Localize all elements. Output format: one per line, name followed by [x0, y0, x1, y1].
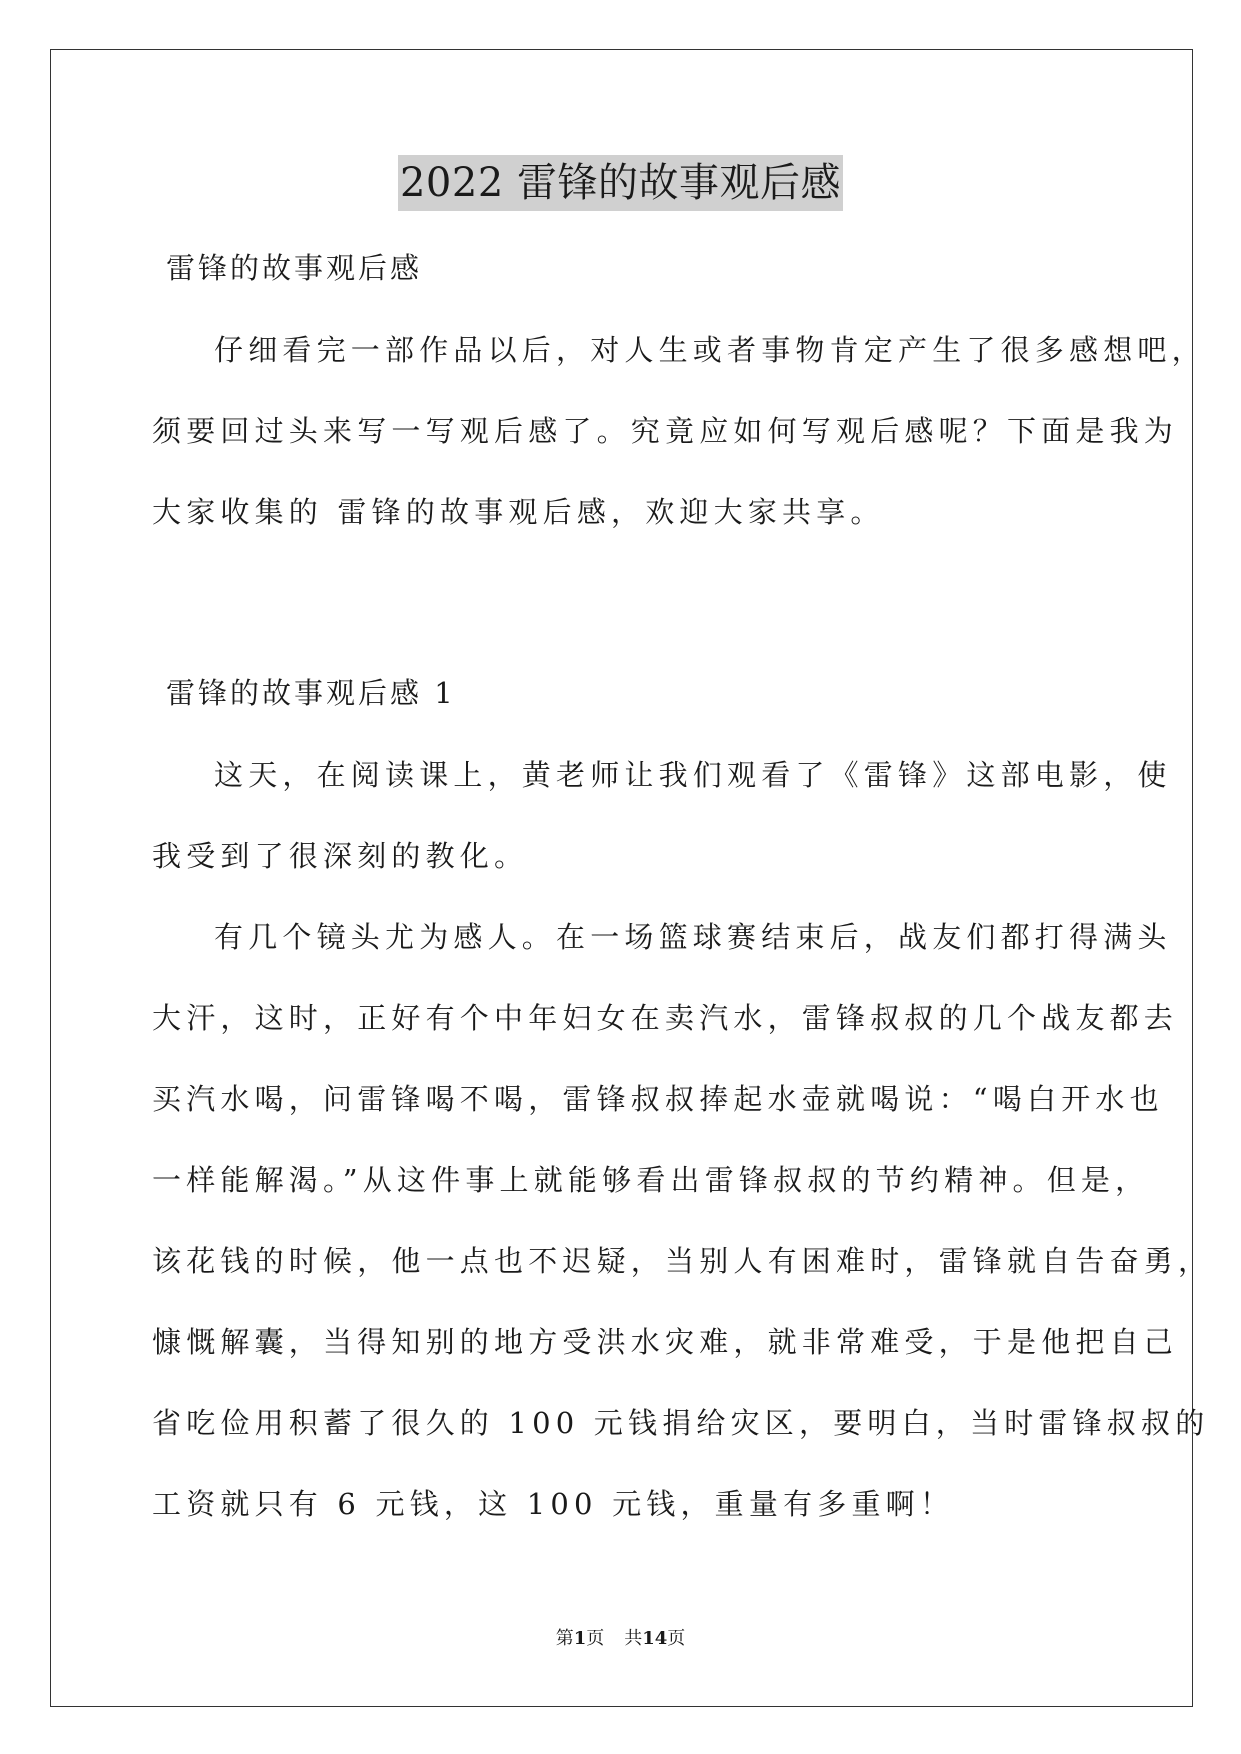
paragraph-line: 有几个镜头尤为感人。在一场篮球赛结束后，战友们都打得满头	[214, 920, 1172, 954]
total-suffix: 页	[667, 1628, 686, 1649]
page-suffix: 页	[586, 1628, 605, 1649]
page-footer	[0, 1627, 1241, 1651]
paragraph-line: 省吃俭用积蓄了很久的 100 元钱捐给灾区，要明白，当时雷锋叔叔的	[152, 1406, 1210, 1440]
page-current: 1	[573, 1628, 587, 1649]
intro-line: 大家收集的 雷锋的故事观后感，欢迎大家共享。	[152, 495, 885, 529]
document-title: 2022 雷锋的故事观后感	[398, 155, 843, 211]
paragraph-line: 大汗，这时，正好有个中年妇女在卖汽水，雷锋叔叔的几个战友都去	[152, 1001, 1179, 1035]
paragraph-line: 该花钱的时候，他一点也不迟疑，当别人有困难时，雷锋就自告奋勇，	[152, 1244, 1213, 1278]
paragraph-line: 一样能解渴。”从这件事上就能够看出雷锋叔叔的节约精神。但是，	[152, 1163, 1150, 1197]
subheading: 雷锋的故事观后感	[166, 251, 423, 285]
section-heading: 雷锋的故事观后感 1	[166, 676, 456, 710]
page-prefix: 第	[555, 1628, 574, 1649]
page-border	[50, 49, 1193, 1707]
paragraph-line: 这天，在阅读课上，黄老师让我们观看了《雷锋》这部电影，使	[214, 758, 1172, 792]
page-total: 14	[642, 1628, 668, 1649]
intro-line: 须要回过头来写一写观后感了。究竟应如何写观后感呢？下面是我为	[152, 414, 1179, 448]
paragraph-line: 工资就只有 6 元钱，这 100 元钱，重量有多重啊！	[152, 1487, 955, 1521]
paragraph-line: 我受到了很深刻的教化。	[152, 839, 529, 873]
total-prefix: 共	[624, 1628, 643, 1649]
paragraph-line: 买汽水喝，问雷锋喝不喝，雷锋叔叔捧起水壶就喝说：“喝白开水也	[152, 1082, 1164, 1116]
paragraph-line: 慷慨解囊，当得知别的地方受洪水灾难，就非常难受，于是他把自己	[152, 1325, 1179, 1359]
intro-line: 仔细看完一部作品以后，对人生或者事物肯定产生了很多感想吧，	[214, 333, 1206, 367]
title-container	[0, 155, 1241, 211]
